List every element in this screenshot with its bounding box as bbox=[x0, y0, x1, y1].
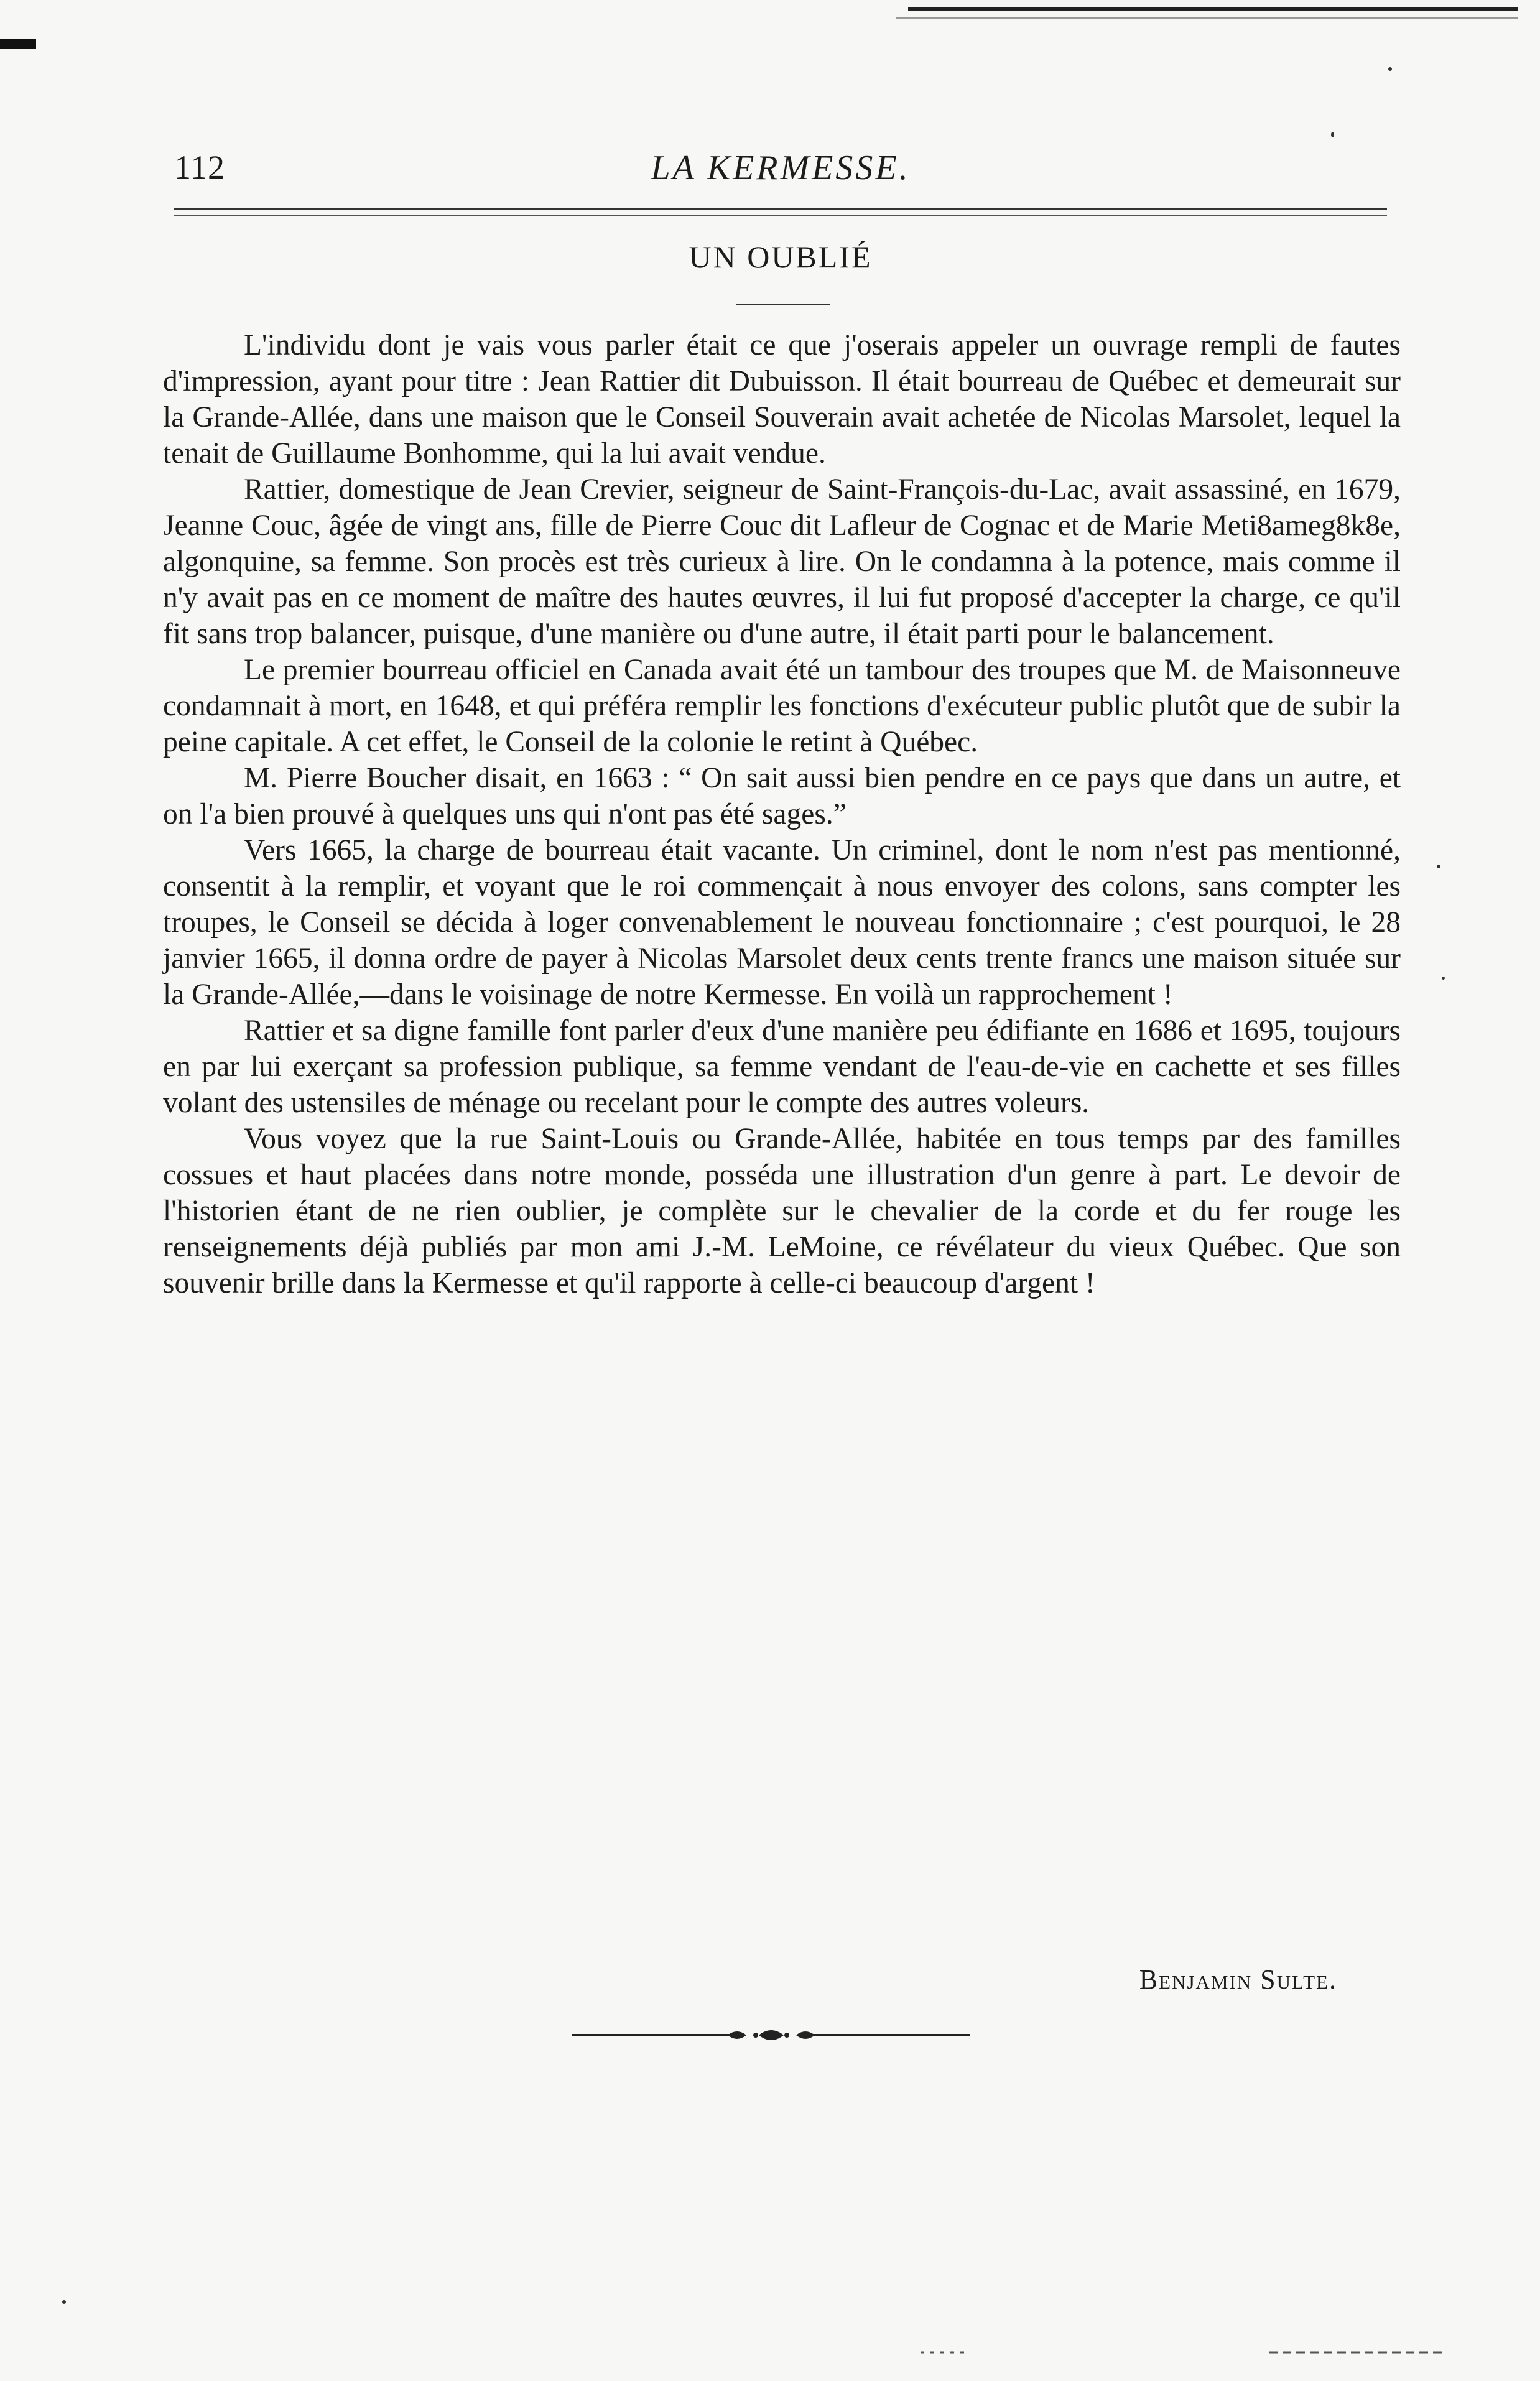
title-rule bbox=[736, 304, 830, 305]
end-ornament bbox=[572, 2023, 970, 2048]
paragraph: Le premier bourreau officiel en Canada avait été un tambour des troupes que M. de Maisonneuve condamnait à mort, en 1648, et qui préféra remplir les fonctions d'exécuteur public plutôt que de subir la peine capitale. A cet effet, le Conseil de la colonie le retint à Québec. bbox=[163, 654, 1401, 758]
paragraph: Vous voyez que la rue Saint-Louis ou Grande-Allée, habitée en tous temps par des familles cossues et haut placées dans notre monde, posséda une illustration d'un genre à part. Le devoir de l'historien étant de ne rien oublier, je complète sur le chevalier de la corde et du fer rouge les renseignements déjà publiés par mon ami J.-M. LeMoine, ce révélateur du vieux Québec. Que son souvenir brille dans la Kermesse et qu'il rapporte à celle-ci beaucoup d'argent ! bbox=[163, 1123, 1401, 1299]
header-rule bbox=[174, 208, 1387, 210]
paragraph: Rattier, domestique de Jean Crevier, seigneur de Saint-François-du-Lac, avait assassiné, en 1679, Jeanne Couc, âgée de vingt ans, fille de Pierre Couc dit Lafleur de Cognac et de Marie Meti8ameg8k8e, algonquine, sa femme. Son procès est très curieux à lire. On le condamna à la potence, mais comme il n'y avait pas en ce moment de maître des hautes œuvres, il lui fut proposé d'accepter la charge, ce qu'il fit sans trop balancer, puisque, d'une manière ou d'une autre, il était parti pour le balancement. bbox=[163, 473, 1401, 650]
scan-speck bbox=[1331, 132, 1334, 137]
article-body bbox=[163, 327, 1401, 1301]
page-number: 112 bbox=[174, 149, 225, 186]
scan-speck bbox=[62, 2300, 66, 2304]
scan-speck bbox=[1437, 865, 1440, 868]
scan-speck bbox=[1388, 67, 1392, 71]
scan-bottom-dots bbox=[50, 2351, 1480, 2354]
scan-edge-mark bbox=[0, 39, 36, 49]
journal-title: LA KERMESSE. bbox=[651, 149, 911, 187]
scan-speck bbox=[1442, 977, 1445, 980]
paragraph: L'individu dont je vais vous parler était ce que j'oserais appeler un ouvrage rempli de fautes d'impression, ayant pour titre : Jean Rattier dit Dubuisson. Il était bourreau de Québec et demeurait sur la Grande-Allée, dans une maison que le Conseil Souverain avait achetée de Nicolas Marsolet, lequel la tenait de Guillaume Bonhomme, qui la lui avait vendue. bbox=[163, 329, 1401, 470]
paragraph: M. Pierre Boucher disait, en 1663 : “ On sait aussi bien pendre en ce pays que dans un autre, et on l'a bien prouvé à quelques uns qui n'ont pas été sages.” bbox=[163, 762, 1401, 830]
running-head bbox=[174, 148, 1387, 198]
scan-top-rule-thin bbox=[896, 17, 1518, 19]
paragraph: Vers 1665, la charge de bourreau était vacante. Un criminel, dont le nom n'est pas mentionné, consentit à la remplir, et voyant que le roi commençait à nous envoyer des colons, sans compter les troupes, le Conseil se décida à loger convenablement le nouveau fonctionnaire ; c'est pourquoi, le 28 janvier 1665, il donna ordre de payer à Nicolas Marsolet deux cents trente francs une maison située sur la Grande-Allée,—dans le voisinage de notre Kermesse. En voilà un rapprochement ! bbox=[163, 834, 1401, 1011]
paragraph: Rattier et sa digne famille font parler d'eux d'une manière peu édifiante en 1686 et 1695, toujours en par lui exerçant sa profession publique, sa femme vendant de l'eau-de-vie en cachette et ses filles volant des ustensiles de ménage ou recelant pour le compte des autres voleurs. bbox=[163, 1014, 1401, 1119]
article-title: UN OUBLIÉ bbox=[689, 239, 873, 274]
scan-top-rule bbox=[908, 7, 1518, 11]
author-signature: Benjamin Sulte. bbox=[1139, 1964, 1337, 1995]
header-rule-thin bbox=[174, 215, 1387, 216]
